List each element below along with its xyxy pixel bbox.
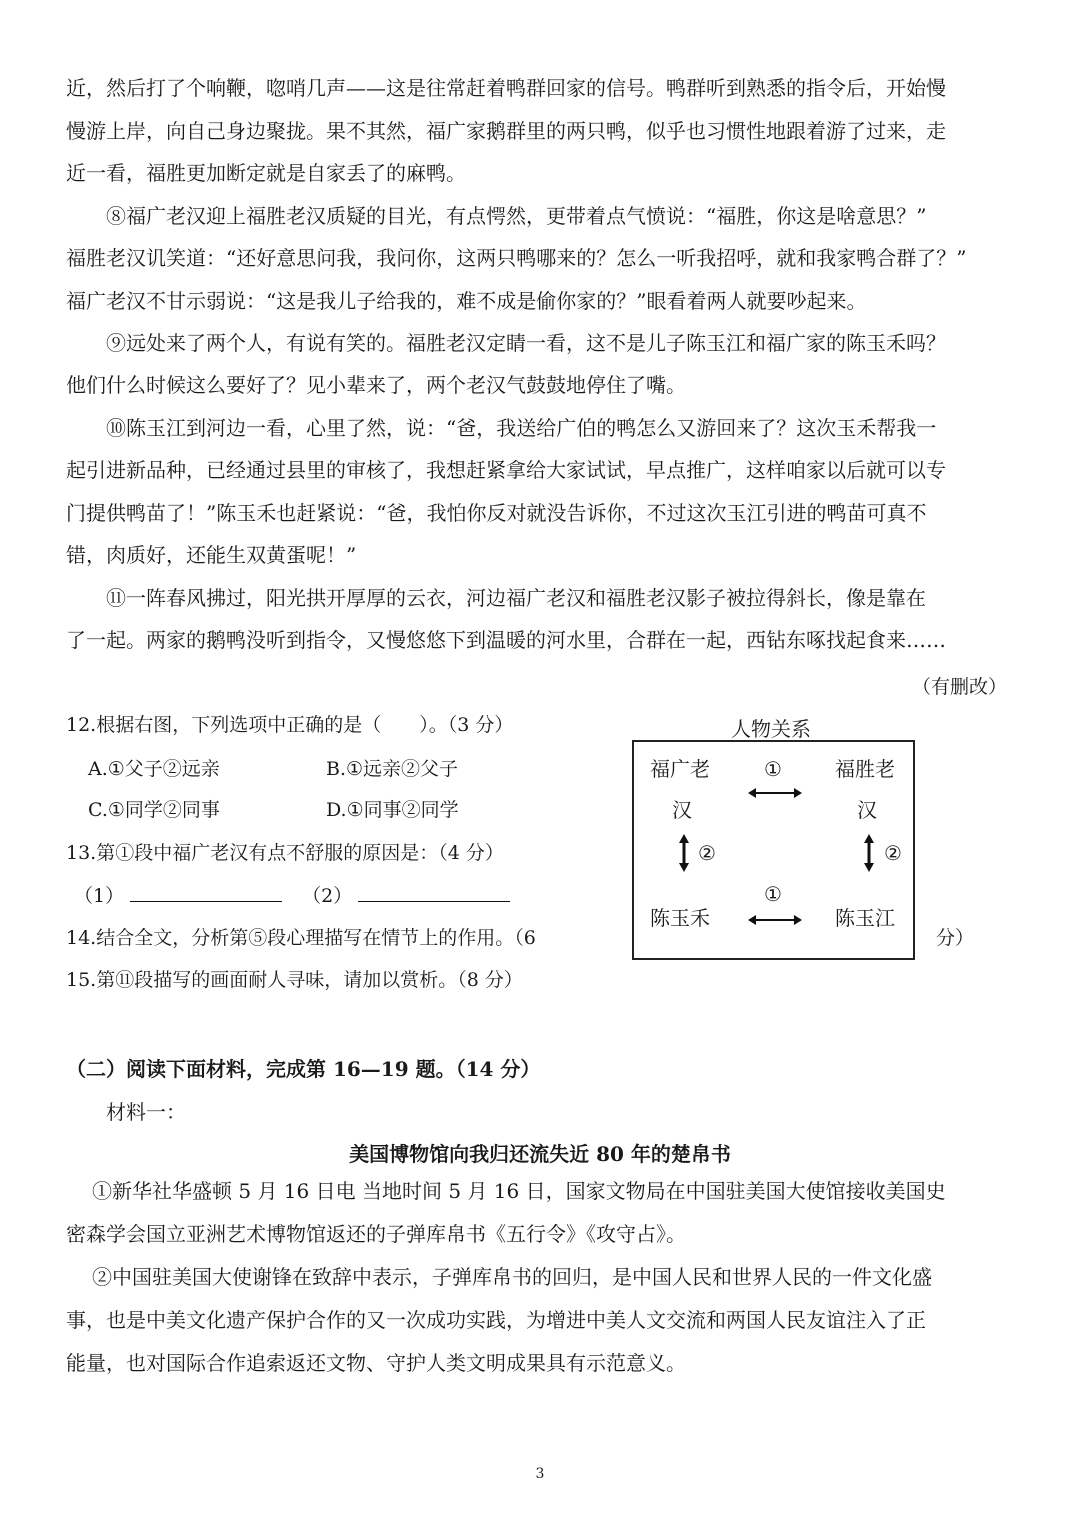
mark-2-left: ② <box>698 841 716 865</box>
node-fuguang: 福广老 <box>650 757 710 781</box>
story-line: 他们什么时候这么要好了？见小辈来了，两个老汉气鼓鼓地停住了嘴。 <box>66 373 686 397</box>
section-heading: （二）阅读下面材料，完成第 16—19 题。（14 分） <box>66 1057 541 1081</box>
answer-blanks <box>74 886 516 906</box>
story-line: 了一起。两家的鹅鸭没听到指令，又慢悠悠下到温暖的河水里，合群在一起，西钻东啄找起食来…… <box>66 628 946 652</box>
story-line: ⑩陈玉江到河边一看，心里了然，说：“爸，我送给广伯的鸭怎么又游回来了？这次玉禾帮我一 <box>106 416 937 440</box>
vertical-arrow-icon <box>863 834 875 872</box>
article-line: 能量，也对国际合作追索返还文物、守护人类文明成果具有示范意义。 <box>66 1351 686 1375</box>
mark-2-right: ② <box>884 841 902 865</box>
question-15: 15.第⑪段描写的画面耐人寻味，请加以赏析。（8 分） <box>66 969 523 991</box>
story-line: 近一看，福胜更加断定就是自家丢了的麻鸭。 <box>66 161 466 185</box>
double-arrow-icon <box>748 913 802 927</box>
question-14-tail: 分） <box>936 927 975 949</box>
story-line: 福胜老汉讥笑道：“还好意思问我，我问你，这两只鸭哪来的？怎么一听我招呼，就和我家鸭合群了？” <box>66 246 967 270</box>
question-13: 13.第①段中福广老汉有点不舒服的原因是：（4 分） <box>66 842 504 864</box>
article-line: ②中国驻美国大使谢锋在致辞中表示，子弹库帛书的回归，是中国人民和世界人民的一件文化盛 <box>92 1265 932 1289</box>
node-fuguang-2: 汉 <box>672 798 692 822</box>
answer-blank-1[interactable] <box>130 899 282 902</box>
article-line: 密森学会国立亚洲艺术博物馆返还的子弹库帛书《五行令》《攻守占》。 <box>66 1222 686 1246</box>
story-line: ⑧福广老汉迎上福胜老汉质疑的目光，有点愕然，更带着点气愤说：“福胜，你这是啥意思？” <box>106 204 927 228</box>
page-number: 3 <box>535 1466 545 1482</box>
node-fusheng: 福胜老 <box>835 757 895 781</box>
option-b: B.①远亲②父子 <box>326 758 459 780</box>
edit-note: （有删改） <box>912 676 1008 698</box>
vertical-arrow-icon <box>678 834 690 872</box>
question-12: 12.根据右图，下列选项中正确的是（ ）。（3 分） <box>66 714 514 736</box>
story-line: ⑨远处来了两个人，有说有笑的。福胜老汉定睛一看，这不是儿子陈玉江和福广家的陈玉禾吗？ <box>106 331 946 355</box>
relationship-diagram <box>632 740 915 960</box>
story-line: 近，然后打了个响鞭，唿哨几声——这是往常赶着鸭群回家的信号。鸭群听到熟悉的指令后，开始慢 <box>66 76 946 100</box>
story-line: 门提供鸭苗了！”陈玉禾也赶紧说：“爸，我怕你反对就没告诉你，不过这次玉江引进的鸭苗可真不 <box>66 501 927 525</box>
node-chenyujiang: 陈玉江 <box>835 906 895 930</box>
node-chenyuhe: 陈玉禾 <box>650 906 710 930</box>
double-arrow-icon <box>748 786 802 800</box>
story-line: 慢游上岸，向自己身边聚拢。果不其然，福广家鹅群里的两只鸭，似乎也习惯性地跟着游了过来，走 <box>66 119 946 143</box>
story-line: 错，肉质好，还能生双黄蛋呢！” <box>66 543 357 567</box>
question-14: 14.结合全文，分析第⑤段心理描写在情节上的作用。（6 <box>66 927 536 949</box>
blank-2-label: （2） <box>302 885 353 907</box>
story-line: 起引进新品种，已经通过县里的审核了，我想赶紧拿给大家试试，早点推广，这样咱家以后就可以专 <box>66 458 946 482</box>
article-title: 美国博物馆向我归还流失近 80 年的楚帛书 <box>349 1142 731 1166</box>
option-d: D.①同事②同学 <box>326 799 459 821</box>
diagram-title: 人物关系 <box>731 717 811 741</box>
story-line: ⑪一阵春风拂过，阳光拱开厚厚的云衣，河边福广老汉和福胜老汉影子被拉得斜长，像是靠在 <box>106 586 926 610</box>
blank-1-label: （1） <box>74 885 125 907</box>
story-line: 福广老汉不甘示弱说：“这是我儿子给我的，难不成是偷你家的？”眼看着两人就要吵起来。 <box>66 289 867 313</box>
mark-1-bottom: ① <box>764 882 782 906</box>
material-label: 材料一： <box>106 1100 186 1124</box>
option-a: A.①父子②远亲 <box>88 758 220 780</box>
article-line: 事，也是中美文化遗产保护合作的又一次成功实践，为增进中美人文交流和两国人民友谊注入了正 <box>66 1308 926 1332</box>
article-line: ①新华社华盛顿 5 月 16 日电 当地时间 5 月 16 日，国家文物局在中国驻美国大使馆接收美国史 <box>92 1179 946 1203</box>
option-c: C.①同学②同事 <box>88 799 220 821</box>
mark-1-top: ① <box>764 757 782 781</box>
answer-blank-2[interactable] <box>358 899 510 902</box>
node-fusheng-2: 汉 <box>857 798 877 822</box>
